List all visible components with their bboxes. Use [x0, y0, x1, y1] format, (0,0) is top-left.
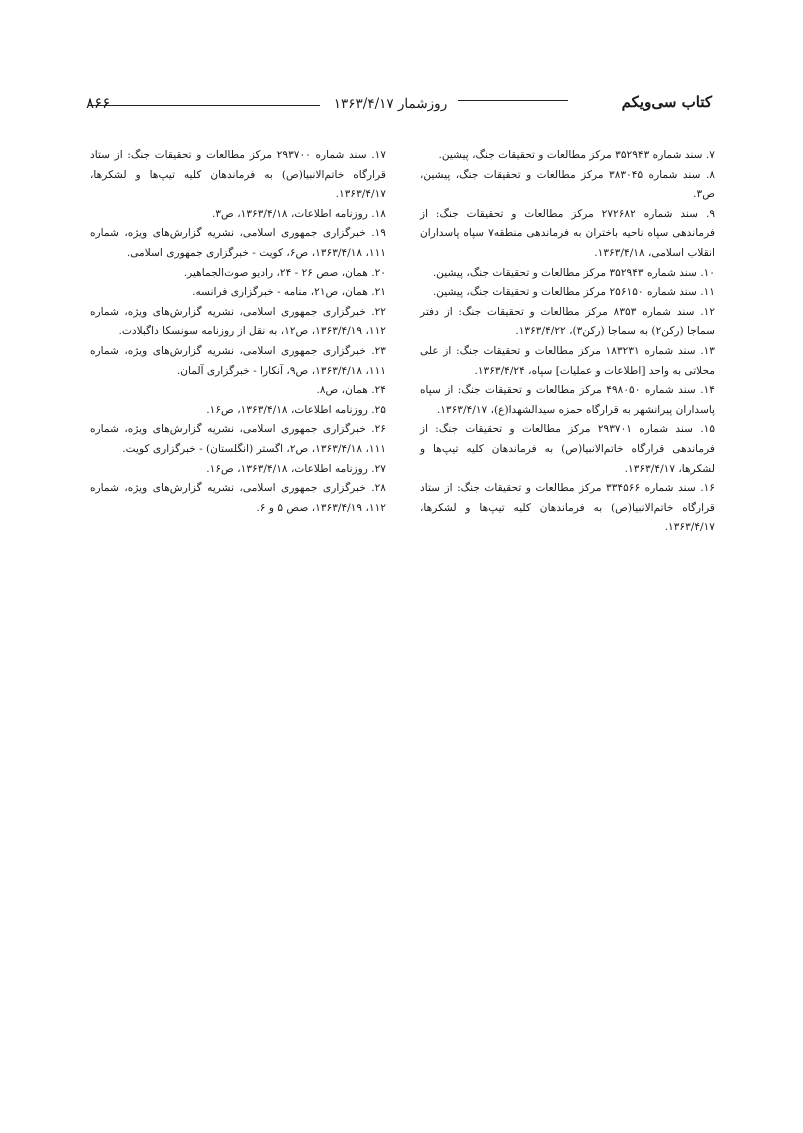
footnote-text: روزنامه اطلاعات، ۱۳۶۳/۴/۱۸، ص۱۶.: [206, 462, 368, 475]
footnote-number: ۱۸.: [371, 207, 386, 220]
footnote-text: سند شماره ۳۳۴۵۶۶ مرکز مطالعات و تحقیقات جنگ: از ستاد قرارگاه خاتم‌الانبیا(ص) به فرماندهان کلیه تیپ‌ها و لشکرها، ۱۳۶۳/۴/۱۷.: [420, 482, 715, 534]
footnote-number: ۲۸.: [371, 482, 386, 495]
footnote-text: همان، ص۸.: [316, 384, 368, 397]
footnote-item: [420, 479, 715, 538]
footnote-number: ۱۷.: [371, 149, 387, 161]
footnote-number: ۱۳.: [700, 344, 715, 357]
footnote-item: [90, 420, 386, 459]
header-rule-right: [458, 100, 568, 101]
footnote-number: ۱۹.: [371, 227, 386, 240]
footnote-text: سند شماره ۲۹۳۷۰۰ مرکز مطالعات و تحقیقات جنگ: از ستاد قرارگاه خاتم‌الانبیا(ص) به فرماندهان کلیه تیپ‌ها و لشکرها، ۱۳۶۳/۴/۱۷.: [90, 149, 386, 201]
footnote-number: ۲۲.: [371, 305, 386, 318]
footnote-number: ۱۴.: [700, 384, 715, 397]
footnote-item: [90, 264, 386, 284]
footnote-item: [420, 166, 715, 205]
footnote-item: [420, 264, 715, 284]
footnote-text: خبرگزاری جمهوری اسلامی، نشریه گزارش‌های ویژه، شماره ۱۱۱، ۱۳۶۳/۴/۱۸، ص۹، آنکارا - خبرگزاری آلمان.: [90, 344, 386, 377]
footnote-item: [420, 283, 715, 303]
footnote-number: ۸.: [705, 168, 716, 181]
footnote-item: [90, 460, 386, 480]
footnote-number: ۱۱.: [700, 286, 715, 299]
page-number: ۸۶۶: [86, 94, 111, 112]
footnote-text: خبرگزاری جمهوری اسلامی، نشریه گزارش‌های ویژه، شماره ۱۱۱، ۱۳۶۳/۴/۱۸، ص۶، کویت - خبرگزاری جمهوری اسلامی.: [90, 227, 386, 259]
footnote-text: سند شماره ۳۵۲۹۴۳ مرکز مطالعات و تحقیقات جنگ، پیشین.: [438, 149, 703, 161]
footnote-number: ۲۷.: [371, 462, 386, 475]
footnote-item: [90, 224, 386, 263]
footnote-text: سند شماره ۳۸۳۰۴۵ مرکز مطالعات و تحقیقات جنگ، پیشین، ص۳.: [420, 168, 715, 201]
footnote-item: [90, 146, 386, 205]
book-title: کتاب سی‌ویکم: [621, 93, 712, 111]
footnote-item: [90, 205, 386, 225]
footnote-text: سند شماره ۴۹۸۰۵۰ مرکز مطالعات و تحقیقات جنگ: از سپاه پاسداران پیرانشهر به قرارگاه حمزه سیدالشهدا(ع)، ۱۳۶۳/۴/۱۷.: [420, 384, 715, 416]
footnote-item: [420, 146, 715, 166]
footnote-item: [90, 303, 386, 342]
footnote-number: ۱۵.: [700, 423, 716, 436]
footnote-number: ۱۰.: [700, 266, 715, 279]
footnote-item: [420, 342, 715, 381]
footnote-text: همان، ص۲۱، منامه - خبرگزاری فرانسه.: [192, 286, 368, 299]
footnote-number: ۲۶.: [371, 423, 386, 436]
footnote-item: [90, 381, 386, 401]
footnote-text: همان، صص ۲۶ - ۲۴، رادیو صوت‌الجماهیر.: [183, 266, 368, 279]
footnote-item: [420, 420, 715, 479]
footnote-item: [420, 381, 715, 420]
footnote-text: سند شماره ۲۹۳۷۰۱ مرکز مطالعات و تحقیقات جنگ: از فرماندهی قرارگاه خاتم‌الانبیا(ص) به فرماندهان کلیه تیپ‌ها و لشکرها، ۱۳۶۳/۴/۱۷.: [420, 423, 715, 475]
footnote-text: خبرگزاری جمهوری اسلامی، نشریه گزارش‌های ویژه، شماره ۱۱۲، ۱۳۶۳/۴/۱۹، ص۱۲، به نقل از روزنامه سونسکا داگبلادت.: [90, 305, 386, 338]
footnotes-right-column: [420, 146, 715, 538]
footnote-number: ۱۶.: [700, 482, 715, 495]
footnote-item: [90, 283, 386, 303]
footnote-text: سند شماره ۱۸۳۲۳۱ مرکز مطالعات و تحقیقات جنگ: از علی محلاتی به واحد [اطلاعات و عملیات] سپاه، ۱۳۶۳/۴/۲۴.: [420, 344, 715, 377]
footnotes-left-column: [90, 146, 386, 518]
footnote-number: ۲۳.: [371, 344, 386, 357]
journal-date-title: روزشمار ۱۳۶۳/۴/۱۷: [333, 96, 448, 112]
footnote-text: خبرگزاری جمهوری اسلامی، نشریه گزارش‌های ویژه، شماره ۱۱۱، ۱۳۶۳/۴/۱۸، ص۲، اگستر (انگلستان) - خبرگزاری کویت.: [90, 423, 386, 455]
footnote-number: ۹.: [705, 207, 716, 220]
footnote-text: سند شماره ۸۳۵۳ مرکز مطالعات و تحقیقات جنگ: از دفتر سماجا (رکن۲) به سماجا (رکن۳)، ۱۳۶۳/۴/۲۲.: [420, 305, 715, 338]
footnote-item: [420, 303, 715, 342]
footnote-number: ۲۰.: [371, 266, 386, 279]
footnote-text: روزنامه اطلاعات، ۱۳۶۳/۴/۱۸، ص۱۶.: [206, 403, 368, 416]
footnote-text: خبرگزاری جمهوری اسلامی، نشریه گزارش‌های ویژه، شماره ۱۱۲، ۱۳۶۳/۴/۱۹، صص ۵ و ۶.: [90, 482, 386, 514]
footnote-item: [90, 342, 386, 381]
footnote-number: ۱۲.: [700, 305, 716, 318]
footnote-item: [420, 205, 715, 264]
footnote-item: [90, 401, 386, 421]
footnote-text: سند شماره ۲۵۶۱۵۰ مرکز مطالعات و تحقیقات جنگ، پیشین.: [432, 286, 697, 299]
footnote-text: روزنامه اطلاعات، ۱۳۶۳/۴/۱۸، ص۳.: [211, 207, 368, 220]
footnote-item: [90, 479, 386, 518]
footnote-text: سند شماره ۳۵۲۹۴۳ مرکز مطالعات و تحقیقات جنگ، پیشین.: [432, 266, 697, 279]
footnote-number: ۷.: [705, 149, 715, 161]
footnote-number: ۲۵.: [371, 403, 386, 416]
footnote-number: ۲۱.: [371, 286, 386, 299]
footnote-text: سند شماره ۲۷۲۶۸۲ مرکز مطالعات و تحقیقات جنگ: از فرماندهی سپاه ناحیه باختران به فرماندهی منطقه۷ سپاه پاسداران انقلاب اسلامی، ۱۳۶۳/۴/۱۸.: [420, 207, 716, 259]
footnote-number: ۲۴.: [371, 384, 386, 397]
